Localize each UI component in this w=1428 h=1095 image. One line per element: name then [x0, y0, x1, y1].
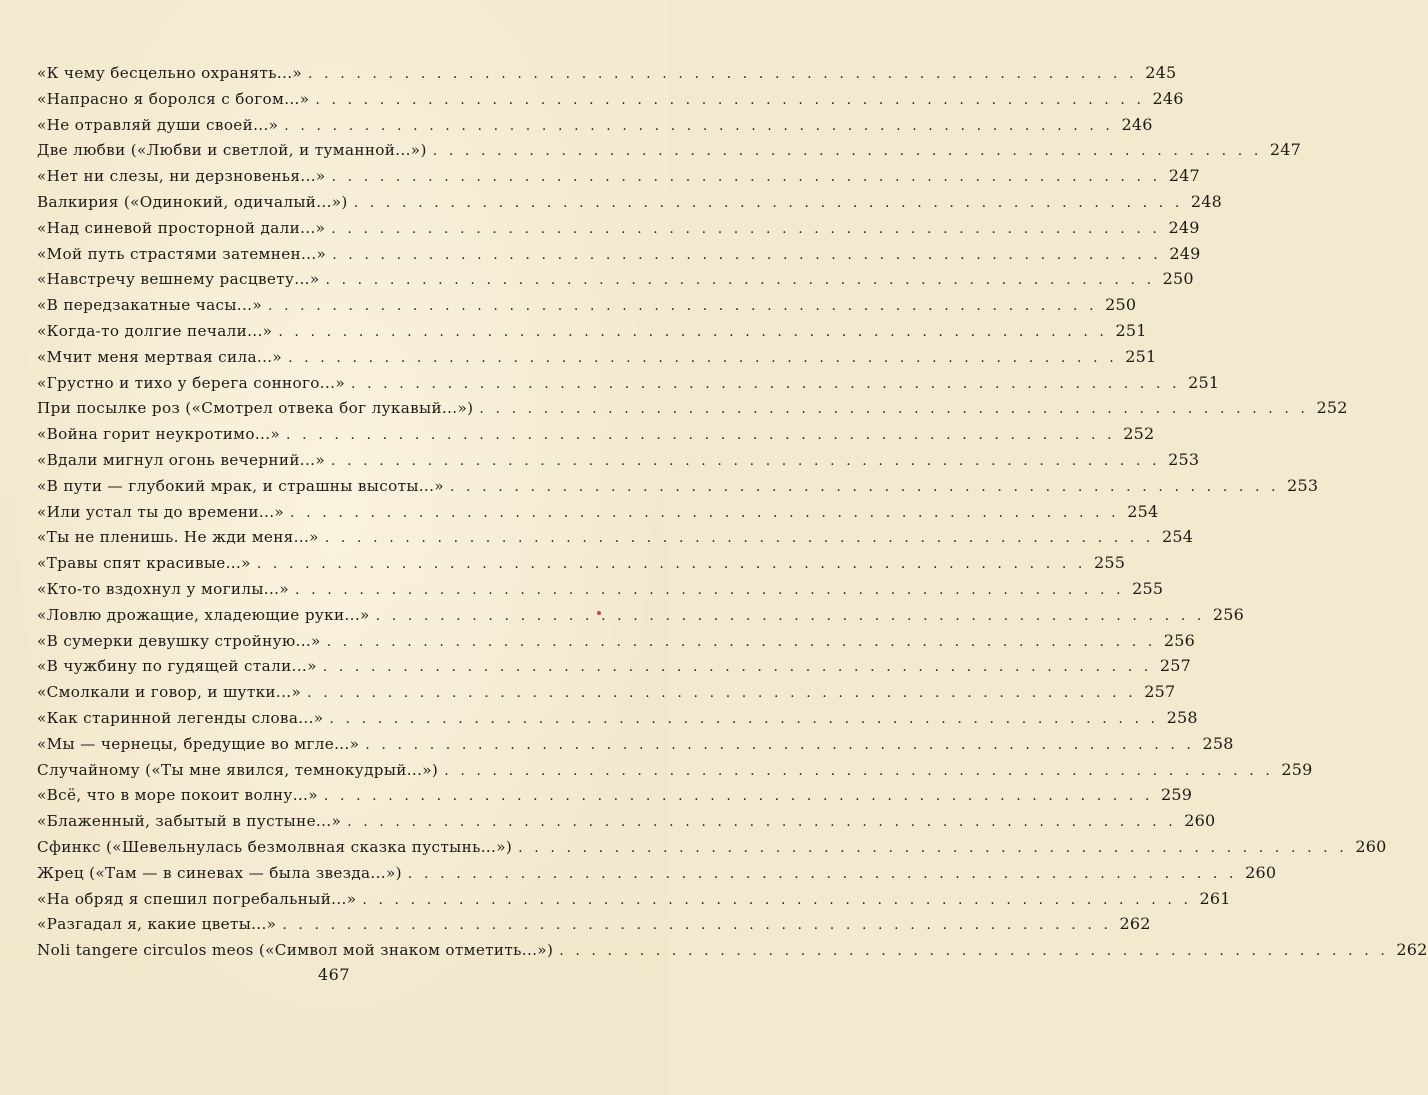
toc-entry-page: 245 — [1145, 63, 1177, 82]
dot-leader — [288, 350, 1117, 366]
toc-entry — [37, 501, 1159, 528]
dot-leader — [323, 659, 1152, 675]
dot-leader — [295, 582, 1124, 598]
toc-entry — [37, 191, 1223, 218]
toc-entry — [37, 707, 1198, 734]
dot-leader — [444, 763, 1273, 779]
toc-entry-title: «Навстречу вешнему расцвету...» — [37, 270, 320, 289]
toc-entry-title: «Разгадал я, какие цветы...» — [37, 915, 277, 934]
dot-leader — [308, 66, 1137, 82]
toc-entry-page: 246 — [1121, 114, 1153, 134]
dot-leader — [433, 143, 1262, 159]
toc-entry — [37, 553, 1126, 579]
toc-entry-title: «Ловлю дрожащие, хладеющие руки...» — [37, 605, 370, 624]
dot-leader — [354, 195, 1183, 211]
toc-entry-page: 251 — [1115, 320, 1147, 340]
toc-entry-page: 257 — [1159, 656, 1192, 676]
toc-entry-page: 253 — [1287, 475, 1319, 495]
dot-leader — [282, 917, 1111, 933]
dot-leader — [324, 788, 1153, 804]
dot-leader — [307, 685, 1136, 701]
toc-entry-page: 251 — [1125, 346, 1157, 366]
toc-entry — [37, 140, 1302, 166]
toc-entry-title: «В пути — глубокий мрак, и страшны высоты...» — [37, 476, 444, 495]
dot-leader — [518, 840, 1347, 856]
toc-entry-title: Жрец («Там — в синевах — была звезда...») — [37, 863, 402, 882]
toc-entry-title: «К чему бесцельно охранять...» — [37, 64, 303, 82]
dot-leader — [408, 866, 1237, 882]
toc-entry-page: 260 — [1355, 836, 1387, 856]
toc-entry-title: «Ты не пленишь. Не жди меня...» — [37, 528, 319, 547]
toc-entry — [37, 295, 1137, 321]
toc-entry-page: 262 — [1396, 940, 1428, 960]
toc-entry — [37, 320, 1147, 347]
toc-entry — [37, 88, 1184, 115]
toc-entry-page: 254 — [1161, 527, 1194, 547]
toc-entry-page: 252 — [1316, 398, 1348, 418]
toc-entry-page: 247 — [1269, 140, 1302, 160]
dot-leader — [268, 298, 1097, 314]
toc-entry-title: «Напрасно я боролся с богом...» — [37, 89, 310, 108]
toc-entry-title: «Мы — чернецы, бредущие во мгле...» — [37, 734, 360, 753]
dot-leader — [329, 711, 1158, 727]
toc-entry — [37, 475, 1319, 502]
toc-entry-page: 259 — [1281, 759, 1313, 779]
toc-entry — [37, 604, 1244, 631]
toc-entry — [37, 682, 1176, 708]
toc-entry-page: 255 — [1132, 578, 1164, 598]
toc-entry-title: «Или устал ты до времени...» — [37, 502, 285, 521]
dot-leader — [286, 427, 1115, 443]
toc-entry-page: 260 — [1184, 811, 1216, 831]
dot-leader — [362, 892, 1191, 908]
toc-entry-page: 247 — [1168, 166, 1200, 186]
toc-entry-title: «Вдали мигнул огонь вечерний...» — [37, 450, 325, 469]
toc-entry-page: 249 — [1168, 217, 1200, 237]
toc-entry-title: «Блаженный, забытый в пустыне...» — [37, 812, 342, 831]
toc-entry-page: 249 — [1169, 243, 1201, 263]
toc-entry-page: 258 — [1166, 707, 1198, 727]
toc-entry — [37, 346, 1157, 373]
toc-entry-title: Две любви («Любви и светлой, и туманной...») — [37, 141, 427, 160]
toc-entry-title: При посылке роз («Смотрел отвека бог лукавый...») — [37, 399, 474, 418]
toc-entry — [37, 811, 1216, 837]
toc-entry-title: «Нет ни слезы, ни дерзновенья...» — [37, 167, 326, 186]
toc-entry-title: «В чужбину по гудящей стали...» — [37, 657, 317, 676]
toc-entry-title: Noli tangere circulos meos («Символ мой знаком отметить...») — [37, 941, 554, 960]
toc-entry-page: 258 — [1202, 733, 1234, 753]
toc-entry-title: «Как старинной легенды слова...» — [37, 708, 324, 727]
toc-entry-title: «В передзакатные часы...» — [37, 296, 262, 315]
toc-entry-title: «Не отравляй души своей...» — [37, 115, 279, 134]
toc-entry — [37, 424, 1155, 450]
dot-leader — [479, 401, 1308, 417]
toc-entry-title: «Война горит неукротимо...» — [37, 425, 281, 444]
toc-entry — [37, 527, 1194, 553]
dot-leader — [278, 324, 1107, 340]
toc-entry-page: 250 — [1105, 295, 1137, 315]
dot-leader — [559, 943, 1388, 959]
toc-entry-page: 252 — [1123, 424, 1155, 444]
toc-entry-page: 259 — [1161, 785, 1193, 805]
toc-entry-title: «Всё, что в море покоит волну...» — [37, 786, 318, 805]
toc-entry — [37, 217, 1200, 244]
toc-entry-title: «Над синевой просторной дали...» — [37, 218, 326, 237]
toc-entry — [37, 372, 1220, 399]
toc-entry — [37, 940, 1428, 966]
toc-entry-page: 250 — [1162, 269, 1194, 289]
dot-leader — [290, 505, 1119, 521]
toc-entry — [37, 449, 1200, 476]
toc-entry-page: 251 — [1188, 372, 1220, 392]
toc-entry-page: 257 — [1144, 682, 1176, 702]
toc-entry-page: 246 — [1152, 88, 1184, 108]
toc-entry-page: 248 — [1190, 191, 1223, 211]
toc-entry — [37, 243, 1201, 270]
dot-leader — [332, 247, 1161, 263]
toc-entry-title: Сфинкс («Шевельнулась безмолвная сказка пустынь...») — [37, 837, 513, 856]
dot-leader — [331, 453, 1160, 469]
page-number-footer: 467 — [317, 965, 351, 984]
toc-entry-title: «Грустно и тихо у берега сонного...» — [37, 373, 345, 392]
toc-entry-title: Случайному («Ты мне явился, темнокудрый...») — [37, 760, 439, 779]
toc-entry-title: «Кто-то вздохнул у могилы...» — [37, 579, 289, 598]
toc-entry-title: «Когда-то долгие печали...» — [37, 321, 273, 340]
toc-entry — [37, 888, 1231, 915]
toc-entry — [37, 862, 1277, 889]
toc-entry — [37, 836, 1387, 863]
dot-leader — [325, 530, 1154, 546]
toc-entry-page: 260 — [1245, 862, 1277, 882]
dot-leader — [351, 376, 1180, 392]
toc-entry-page: 256 — [1163, 630, 1196, 650]
toc-entry-page: 262 — [1119, 914, 1151, 934]
toc-entry-title: «В сумерки девушку стройную...» — [37, 631, 321, 650]
dot-leader — [450, 479, 1279, 495]
toc-entry — [37, 578, 1164, 605]
toc-entry — [37, 914, 1151, 940]
toc-entry — [37, 733, 1234, 760]
toc-entry — [37, 166, 1200, 192]
toc-entry — [37, 630, 1196, 657]
toc-entry-title: «Смолкали и говор, и шутки...» — [37, 683, 302, 702]
toc-entry-title: Валкирия («Одинокий, одичалый...») — [37, 192, 348, 211]
toc-entry — [37, 114, 1153, 141]
toc-entry — [37, 398, 1348, 424]
toc-entry-page: 261 — [1199, 888, 1231, 908]
toc-entry — [37, 785, 1193, 811]
dot-leader — [347, 814, 1176, 830]
toc-entry — [37, 656, 1192, 682]
dot-leader — [332, 169, 1161, 185]
ink-speck — [597, 611, 601, 615]
dot-leader — [365, 737, 1194, 753]
dot-leader — [284, 118, 1113, 134]
toc-entry — [37, 63, 1177, 89]
dot-leader — [325, 272, 1154, 288]
dot-leader — [315, 92, 1144, 108]
dot-leader — [376, 608, 1205, 624]
toc-entry — [37, 759, 1313, 786]
toc-entry-title: «Травы спят красивые...» — [37, 554, 251, 573]
toc-entry-page: 256 — [1212, 604, 1244, 624]
toc-entry-title: «Мчит меня мертвая сила...» — [37, 347, 283, 366]
toc-entry-title: «Мой путь страстями затемнен...» — [37, 244, 327, 263]
toc-entry-page: 254 — [1127, 501, 1159, 521]
dot-leader — [257, 556, 1086, 572]
toc-entry-page: 253 — [1168, 449, 1200, 469]
table-of-contents — [37, 63, 1428, 966]
toc-entry — [37, 269, 1194, 295]
dot-leader — [327, 634, 1156, 650]
toc-entry-title: «На обряд я спешил погребальный...» — [37, 889, 357, 908]
dot-leader — [331, 221, 1160, 237]
toc-entry-page: 255 — [1093, 553, 1126, 573]
